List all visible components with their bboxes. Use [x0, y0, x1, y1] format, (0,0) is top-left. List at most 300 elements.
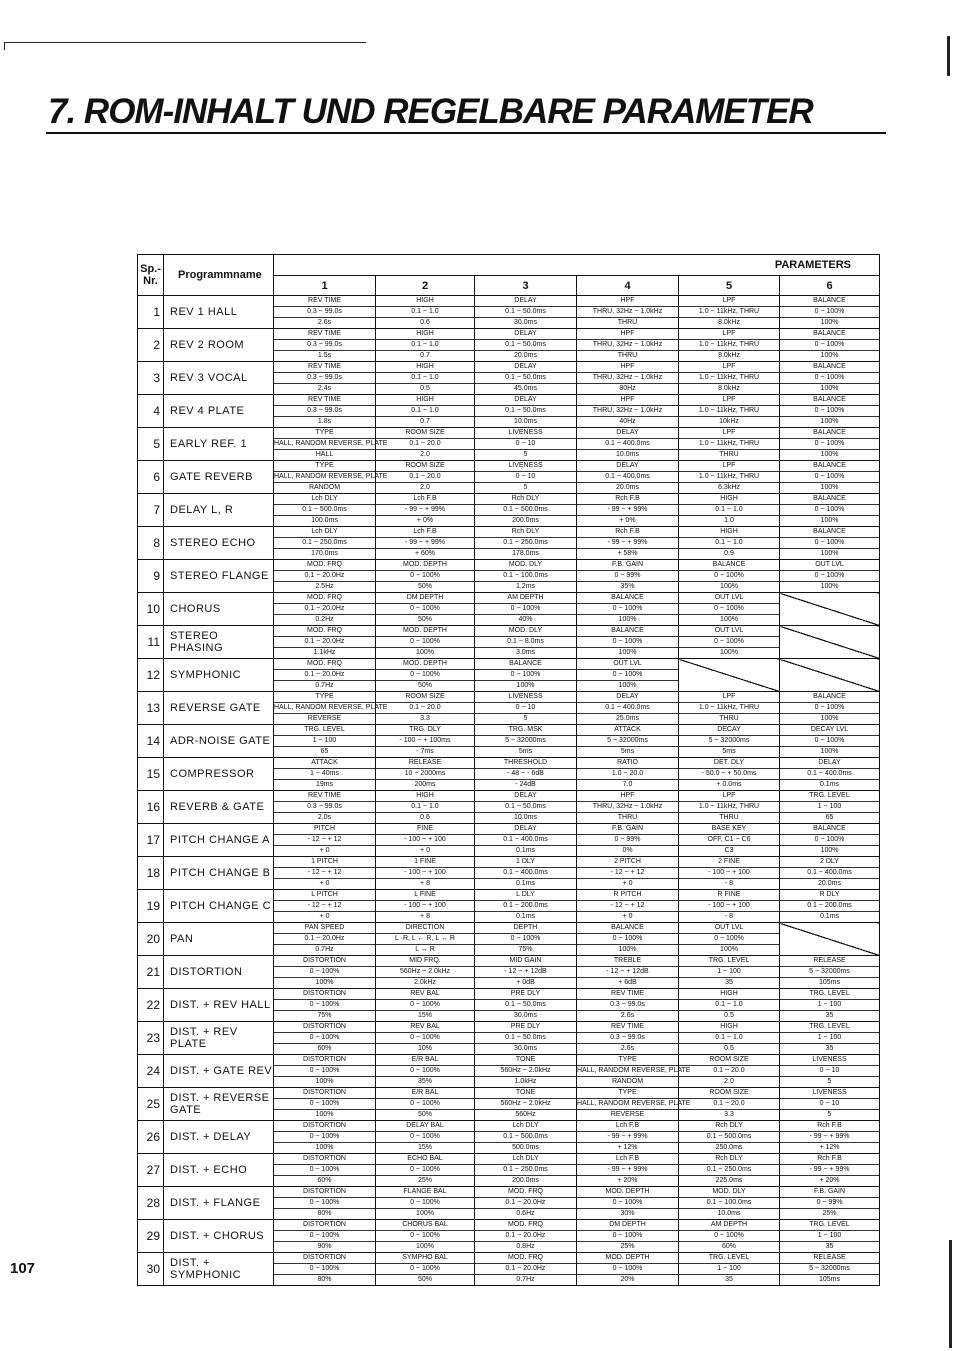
param-cell [475, 461, 577, 494]
param-cell [376, 1088, 475, 1121]
param-default: 19ms [315, 781, 334, 788]
program-number: 28 [138, 1187, 164, 1220]
param-cell [577, 791, 679, 824]
param-default: 1.2ms [515, 583, 536, 590]
param-default: THRU [617, 319, 638, 326]
param-range: 1 ~ 100 [679, 1263, 779, 1275]
param-cell [577, 560, 679, 593]
param-default: 2.0 [420, 484, 430, 491]
param-default: + 60% [414, 550, 436, 557]
param-range: - 100 ~ + 100 [376, 834, 474, 846]
param-cell [274, 1121, 376, 1154]
param-cell [274, 593, 376, 626]
param-name: R FINE [717, 891, 741, 898]
param-name: REV TIME [308, 330, 341, 337]
param-name: MOD. DEPTH [403, 561, 447, 568]
param-name: LPF [722, 363, 736, 370]
param-name: TONE [515, 1056, 536, 1063]
param-cell [577, 1220, 679, 1253]
param-range: 0.1 ~ 1.0 [679, 999, 779, 1011]
param-default: + 8 [420, 913, 430, 920]
param-cell [274, 560, 376, 593]
param-name: Rch DLY [715, 1122, 743, 1129]
param-cell [679, 362, 780, 395]
param-name: REV BAL [410, 1023, 440, 1030]
param-default: 0.1ms [515, 913, 536, 920]
param-range: 0.1 ~ 20.0Hz [475, 1263, 576, 1275]
param-range: 0.1 ~ 250.0ms [679, 1164, 779, 1176]
param-name: Rch DLY [511, 528, 540, 535]
program-number: 12 [138, 659, 164, 692]
param-name: HIGH [416, 792, 434, 799]
param-cell [679, 956, 780, 989]
param-name: TYPE [315, 429, 334, 436]
param-range: 0.1 ~ 500.0ms [475, 1131, 576, 1143]
program-number: 3 [138, 362, 164, 395]
param-cell [475, 1220, 577, 1253]
param-range: 0.1 ~ 1.0 [376, 306, 474, 318]
param-name: TRG. LEVEL [809, 1023, 850, 1030]
param-cell [376, 692, 475, 725]
empty-param-cell [679, 659, 780, 692]
param-cell [376, 758, 475, 791]
param-range: 0.1 ~ 20.0Hz [274, 933, 375, 945]
param-range: 0 ~ 100% [679, 1230, 779, 1242]
param-name: LPF [722, 429, 736, 436]
param-default: 0.9 [724, 550, 734, 557]
param-name: 1 DLY [516, 858, 535, 865]
param-range: 0 ~ 100% [376, 1263, 474, 1275]
param-cell [780, 362, 880, 395]
param-default: + 0 [319, 880, 330, 887]
table-row [138, 626, 880, 659]
param-cell [376, 1220, 475, 1253]
param-default: - 24dB [515, 781, 536, 788]
param-default: 0.7 [420, 352, 430, 359]
param-range: 0.1 ~ 400.0ms [577, 702, 678, 714]
param-cell [679, 1187, 780, 1220]
param-default: 3.0ms [515, 649, 536, 656]
param-range: 0 ~ 100% [376, 570, 474, 582]
table-row [138, 824, 880, 857]
param-range: 0 ~ 100% [780, 570, 879, 582]
program-number: 20 [138, 923, 164, 956]
param-default: 80% [317, 1210, 332, 1217]
param-default: 170.0ms [311, 550, 338, 557]
table-row [138, 494, 880, 527]
header-param-2: 2 [376, 276, 475, 296]
param-name: TYPE [618, 1089, 637, 1096]
param-name: DECAY LVL [810, 726, 849, 733]
param-name: Lch F.B [615, 1155, 640, 1162]
param-name: TRG. LEVEL [304, 726, 345, 733]
param-default: 75% [518, 946, 533, 953]
param-default: 50% [417, 583, 432, 590]
param-name: BALANCE [813, 495, 846, 502]
param-name: BALANCE [813, 528, 846, 535]
program-name: DIST. + REV HALL [164, 989, 274, 1022]
param-range: 1 ~ 100 [780, 1032, 879, 1044]
param-default: 1.0kHz [514, 1078, 537, 1085]
param-cell [274, 758, 376, 791]
param-name: MOD. DLY [508, 627, 543, 634]
header-param-5: 5 [679, 276, 780, 296]
param-range: - 12 ~ + 12 [577, 867, 678, 879]
param-cell [475, 494, 577, 527]
param-cell [679, 725, 780, 758]
param-default: 35% [417, 1078, 432, 1085]
param-name: OUT LVL [815, 561, 844, 568]
param-cell [780, 395, 880, 428]
param-range: 0 ~ 99% [780, 1197, 879, 1209]
top-rule-tick [4, 42, 5, 50]
param-name: OUT LVL [714, 627, 744, 634]
param-default: 0.5 [724, 1012, 734, 1019]
program-name: REV 2 ROOM [164, 329, 274, 362]
param-range: 0.3 ~ 99.0s [274, 339, 375, 351]
table-row [138, 461, 880, 494]
param-cell [376, 461, 475, 494]
param-name: OUT LVL [714, 594, 744, 601]
param-default: RANDOM [308, 484, 341, 491]
param-range: 0.1 ~ 20.0 [679, 1098, 779, 1110]
param-default: 5 [523, 484, 528, 491]
param-range: 560Hz ~ 2.0kHz [475, 1065, 576, 1077]
param-name: DELAY [616, 462, 639, 469]
table-row [138, 758, 880, 791]
param-default: 200ms [414, 781, 436, 788]
param-default: 35 [725, 1276, 733, 1283]
param-range: 0 ~ 100% [274, 1131, 375, 1143]
param-range: 0 ~ 100% [376, 1197, 474, 1209]
param-range: 0.1 ~ 20.0 [376, 471, 474, 483]
header-param-1: 1 [274, 276, 376, 296]
param-name: LPF [722, 297, 736, 304]
param-name: MOD. DEPTH [605, 1254, 650, 1261]
param-range: 0 ~ 100% [274, 1098, 375, 1110]
header-param-6: 6 [780, 276, 880, 296]
param-default: 5ms [620, 748, 635, 755]
param-default: 100% [720, 649, 738, 656]
param-cell [780, 1088, 880, 1121]
param-name: MOD. FRQ [307, 561, 342, 568]
param-cell [475, 296, 577, 329]
param-name: DELAY [616, 693, 639, 700]
param-default: 200.0ms [512, 1177, 539, 1184]
param-default: 2.0 [420, 451, 430, 458]
param-default: 8.0kHz [718, 385, 740, 392]
param-cell [780, 725, 880, 758]
param-cell [679, 626, 780, 659]
empty-param-cell [780, 923, 880, 956]
param-range: 0.1 ~ 400.0ms [780, 768, 879, 780]
param-range: - 50.0 ~ + 50.0ms [679, 768, 779, 780]
param-name: DELAY [514, 792, 537, 799]
program-name: REVERSE GATE [164, 692, 274, 725]
header-program-name: Programmname [164, 255, 274, 296]
param-cell [577, 428, 679, 461]
program-name: EARLY REF. 1 [164, 428, 274, 461]
table-row [138, 890, 880, 923]
param-name: MOD. DEPTH [605, 1188, 650, 1195]
param-cell [577, 1088, 691, 1121]
param-range: 0.1 ~ 500.0ms [274, 504, 375, 516]
table-row [138, 560, 880, 593]
param-cell [577, 593, 679, 626]
param-default: 2.6s [620, 1012, 635, 1019]
program-name: DIST. + SYMPHONIC [164, 1253, 274, 1286]
param-name: 2 FINE [718, 858, 740, 865]
param-default: 65 [825, 814, 834, 821]
param-name: HIGH [416, 396, 434, 403]
param-default: 100% [820, 352, 839, 359]
param-default: - 8 [724, 880, 734, 887]
program-number: 14 [138, 725, 164, 758]
param-default: 20.0ms [818, 880, 841, 887]
param-range: 0.1 ~ 20.0Hz [274, 636, 375, 648]
param-range: L ·R, L ← R, L ↔ R [376, 933, 474, 945]
param-cell [780, 296, 880, 329]
param-cell [274, 461, 388, 494]
param-name: MOD. FRQ [307, 627, 342, 634]
param-range: 0.1 ~ 1.0 [679, 537, 779, 549]
param-range: 0.3 ~ 99.0s [577, 1032, 678, 1044]
param-name: TREBLE [613, 957, 642, 964]
param-default: 50% [417, 1111, 432, 1118]
param-name: FINE [417, 825, 433, 832]
param-range: 0 ~ 100% [780, 834, 879, 846]
param-range: 0 ~ 100% [577, 933, 678, 945]
param-cell [780, 527, 880, 560]
program-name: DIST. + REVERSE GATE [164, 1088, 274, 1121]
table-row [138, 1022, 880, 1055]
program-number: 15 [138, 758, 164, 791]
param-cell [475, 626, 577, 659]
param-range: 0.1 ~ 20.0Hz [475, 1230, 576, 1242]
param-name: MID GAIN [509, 957, 542, 964]
param-range: - 99 ~ + 99% [376, 504, 474, 516]
program-number: 18 [138, 857, 164, 890]
program-name: DIST. + DELAY [164, 1121, 274, 1154]
table-row [138, 1055, 880, 1088]
param-cell [780, 428, 880, 461]
param-name: MOD. FRQ [508, 1254, 543, 1261]
param-name: AM DEPTH [507, 594, 544, 601]
param-default: 250.0ms [715, 1144, 743, 1151]
param-default: 60% [317, 1177, 332, 1184]
param-name: R DLY [819, 891, 840, 898]
program-number: 10 [138, 593, 164, 626]
param-range: 0.3 ~ 99.0s [274, 306, 375, 318]
param-range: 5 ~ 32000ms [577, 735, 678, 747]
param-default: 20.0ms [514, 352, 537, 359]
param-name: DISTORTION [303, 1122, 346, 1129]
param-default: - 7ms [416, 748, 434, 755]
param-default: 0.7 [420, 418, 430, 425]
param-range: - 12 ~ + 12 [274, 900, 375, 912]
param-cell [274, 329, 376, 362]
param-cell [577, 1121, 679, 1154]
param-range: 0.1 ~ 250.0ms [475, 537, 576, 549]
param-cell [274, 659, 376, 692]
param-cell [274, 1022, 376, 1055]
param-default: 100% [820, 748, 839, 755]
param-range: 0 ~ 100% [780, 702, 879, 714]
param-name: TRG. LEVEL [809, 792, 850, 799]
param-default: 15% [417, 1144, 432, 1151]
param-name: BALANCE [611, 627, 644, 634]
param-name: FLANGE BAL [403, 1188, 447, 1195]
table-row [138, 1187, 880, 1220]
param-range: 0 ~ 100% [780, 471, 879, 483]
param-default: 100% [820, 847, 839, 854]
param-default: 1.1kHz [313, 649, 336, 656]
table-row [138, 1088, 880, 1121]
param-default: 0.2Hz [315, 616, 334, 623]
page-title: 7. ROM-INHALT UND REGELBARE PARAMETER [48, 92, 813, 131]
program-number: 22 [138, 989, 164, 1022]
param-range: 0 ~ 100% [679, 933, 779, 945]
param-cell [475, 989, 577, 1022]
param-cell [475, 593, 577, 626]
param-cell [376, 362, 475, 395]
table-row [138, 428, 880, 461]
param-cell [274, 1253, 376, 1286]
param-range: 0.1 ~ 20.0Hz [274, 603, 375, 615]
param-range: 0 ~ 100% [780, 306, 879, 318]
param-default: 65 [320, 748, 329, 755]
param-default: + 0% [416, 517, 434, 524]
param-cell [376, 1055, 475, 1088]
param-cell [577, 725, 679, 758]
param-cell [679, 527, 780, 560]
param-range: 1 ~ 100 [780, 801, 879, 813]
param-default: 0.7Hz [315, 946, 334, 953]
param-range: THRU, 32Hz ~ 1.0kHz [577, 306, 678, 318]
param-default: 100% [820, 517, 839, 524]
param-cell [679, 857, 780, 890]
param-name: BALANCE [611, 924, 644, 931]
param-name: DELAY [514, 297, 537, 304]
param-name: TRG. LEVEL [809, 1221, 850, 1228]
param-name: Rch F.B [817, 1155, 842, 1162]
param-name: PAN SPEED [304, 924, 345, 931]
param-default: 5ms [722, 748, 736, 755]
param-name: RELEASE [813, 957, 846, 964]
param-range: 0 ~ 100% [780, 372, 879, 384]
param-range: 0.1 ~ 400.0ms [577, 438, 678, 450]
param-default: 2.0 [724, 1078, 734, 1085]
param-default: 35 [725, 979, 733, 986]
param-cell [577, 494, 679, 527]
param-name: CHORUS BAL [402, 1221, 448, 1228]
param-cell [679, 890, 780, 923]
param-name: BALANCE [813, 825, 846, 832]
param-range: 5 ~ 32000ms [475, 735, 576, 747]
param-name: LIVENESS [812, 1089, 847, 1096]
param-name: ROOM SIZE [405, 429, 445, 436]
param-name: HPF [620, 363, 635, 370]
param-default: 100% [820, 715, 839, 722]
program-name: PITCH CHANGE C [164, 890, 274, 923]
title-underline [46, 132, 886, 134]
param-default: 35 [825, 1243, 834, 1250]
param-cell [376, 659, 475, 692]
param-name: L DLY [516, 891, 535, 898]
param-cell [679, 1154, 780, 1187]
top-rule [4, 42, 366, 43]
param-cell [274, 890, 376, 923]
param-cell [475, 659, 577, 692]
param-name: DELAY [616, 429, 639, 436]
param-cell [376, 824, 475, 857]
param-range: 0 ~ 100% [475, 603, 576, 615]
param-cell [274, 692, 388, 725]
param-name: Lch DLY [512, 1155, 539, 1162]
param-cell [780, 791, 880, 824]
param-name: HIGH [720, 1023, 738, 1030]
param-cell [577, 890, 679, 923]
param-name: DECAY [717, 726, 741, 733]
param-name: RELEASE [813, 1254, 846, 1261]
param-default: + 0.0ms [716, 781, 742, 788]
param-default: + 0% [619, 517, 636, 524]
param-range: THRU, 32Hz ~ 1.0kHz [577, 405, 678, 417]
program-number: 11 [138, 626, 164, 659]
param-name: REV TIME [308, 297, 341, 304]
param-range: 0 ~ 100% [376, 999, 474, 1011]
param-range: 0.1 ~ 100.0ms [679, 1197, 779, 1209]
param-default: 0.1ms [819, 781, 840, 788]
param-name: ECHO BAL [407, 1155, 443, 1162]
param-default: 10.0ms [514, 418, 537, 425]
param-default: HALL [315, 451, 334, 458]
param-default: THRU [719, 715, 739, 722]
param-range: 0 ~ 100% [274, 1263, 375, 1275]
param-range: 10 ~ 2000ms [376, 768, 474, 780]
param-cell [780, 560, 880, 593]
param-cell [577, 461, 679, 494]
program-name: GATE REVERB [164, 461, 274, 494]
program-number: 21 [138, 956, 164, 989]
param-name: HPF [620, 330, 635, 337]
param-range: 0.1 ~ 400.0ms [475, 867, 576, 879]
param-default: 0.6Hz [516, 1210, 535, 1217]
param-range: 0.3 ~ 99.0s [274, 372, 375, 384]
empty-param-cell [780, 659, 880, 692]
rom-parameter-table [137, 254, 880, 1286]
param-name: LIVENESS [508, 462, 543, 469]
param-range: 0 ~ 100% [679, 603, 779, 615]
param-range: 0 ~ 100% [475, 933, 576, 945]
param-cell [577, 692, 679, 725]
param-range: 0.1 ~ 20.0 [376, 438, 474, 450]
param-default: C3 [724, 847, 734, 854]
param-range: 0.1 ~ 1.0 [376, 801, 474, 813]
param-default: 100% [618, 682, 637, 689]
param-name: ATTACK [614, 726, 641, 733]
param-cell [780, 494, 880, 527]
param-default: 0.1ms [515, 847, 536, 854]
param-cell [577, 1187, 679, 1220]
param-range: 5 ~ 32000ms [679, 735, 779, 747]
param-cell [780, 329, 880, 362]
param-cell [376, 725, 475, 758]
table-row [138, 362, 880, 395]
param-range: - 100 ~ + 100 [376, 900, 474, 912]
param-default: 100% [820, 484, 839, 491]
param-cell [679, 1022, 780, 1055]
